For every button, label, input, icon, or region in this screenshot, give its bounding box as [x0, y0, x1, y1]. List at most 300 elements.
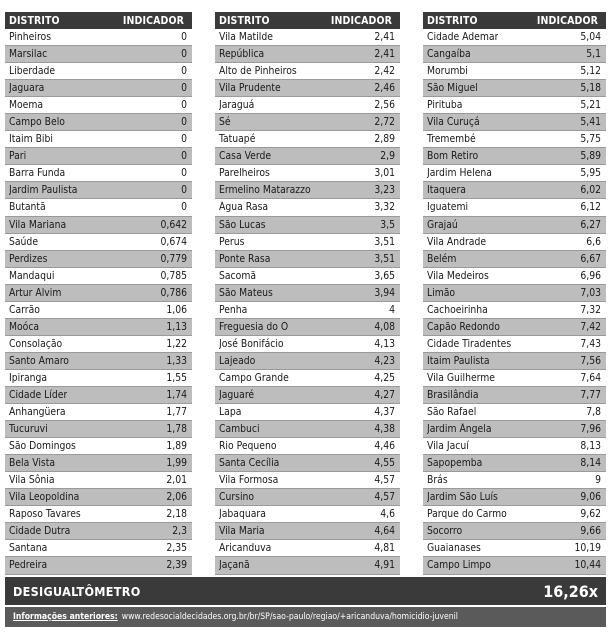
district-name: Mandaqui: [9, 269, 55, 282]
table-row: [423, 63, 606, 80]
district-name: Grajaú: [427, 218, 458, 231]
table-row: [423, 353, 606, 370]
indicator-value: 4,13: [374, 337, 395, 350]
district-name: São Rafael: [427, 406, 477, 419]
table-row: [423, 472, 606, 489]
district-name: Jardim Paulista: [9, 184, 78, 197]
table-row: [423, 285, 606, 302]
table-row: [5, 285, 192, 302]
footer-label: Informações anteriores:: [13, 612, 118, 622]
header-district: DISTRITO: [9, 14, 60, 27]
indicator-value: 0,674: [160, 235, 187, 248]
indicator-value: 3,65: [374, 269, 395, 282]
indicator-value: 5,95: [580, 167, 601, 180]
indicator-value: 2,3: [172, 525, 187, 538]
indicator-value: 4,57: [374, 491, 395, 504]
district-name: Cachoeirinha: [427, 303, 488, 316]
table-row: [215, 29, 400, 46]
district-name: José Bonifácio: [219, 337, 284, 350]
table-header: [5, 12, 192, 29]
indicator-value: 8,13: [580, 440, 601, 453]
header-district: DISTRITO: [219, 14, 270, 27]
indicator-value: 1,89: [166, 440, 187, 453]
table-row: [5, 251, 192, 268]
district-name: Cursino: [219, 491, 255, 504]
district-name: Parque do Carmo: [427, 508, 507, 521]
district-name: Morumbi: [427, 65, 468, 78]
indicator-value: 0: [181, 150, 187, 163]
table-row: [215, 353, 400, 370]
table-row: [215, 455, 400, 472]
indicator-value: 1,74: [166, 389, 187, 401]
table-row: [423, 131, 606, 148]
indicator-value: 2,41: [374, 48, 395, 61]
table-row: [215, 540, 400, 557]
summary-label: DESIGUALTÔMETRO: [13, 583, 141, 599]
district-name: Vila Maria: [219, 525, 265, 538]
district-name: Carrão: [9, 303, 40, 316]
indicator-value: 5,89: [580, 150, 601, 163]
table-header: [423, 12, 606, 29]
indicator-value: 2,35: [166, 542, 187, 555]
table-row: [5, 234, 192, 251]
header-indicator: INDICADOR: [122, 14, 184, 27]
indicator-value: 7,56: [580, 354, 601, 367]
district-name: Itaim Bibi: [9, 133, 53, 146]
table-row: [215, 148, 400, 165]
district-name: São Domingos: [9, 440, 76, 453]
table-row: [215, 251, 400, 268]
indicator-value: 9: [595, 474, 601, 487]
district-name: Pari: [9, 150, 27, 163]
indicator-value: 0: [181, 167, 187, 180]
table-row: [5, 182, 192, 199]
indicator-value: 7,32: [580, 303, 601, 316]
indicator-value: 9,66: [580, 525, 601, 538]
table-row: [423, 97, 606, 114]
district-name: Brasilândia: [427, 389, 479, 401]
district-name: Pinheiros: [9, 31, 52, 44]
table-row: [423, 404, 606, 421]
district-name: Saúde: [9, 235, 39, 248]
indicator-value: 0: [181, 116, 187, 129]
indicator-value: 4,38: [374, 423, 395, 436]
district-name: Bom Retiro: [427, 150, 479, 163]
table-row: [423, 506, 606, 523]
district-name: Campo Limpo: [427, 559, 491, 572]
district-name: Jaraguá: [219, 99, 255, 112]
table-row: [423, 114, 606, 131]
indicator-value: 5,04: [580, 31, 601, 44]
indicator-value: 6,02: [580, 184, 601, 197]
district-name: Ipiranga: [9, 371, 48, 384]
indicator-value: 1,55: [166, 371, 187, 384]
table-row: [5, 63, 192, 80]
table-row: [5, 336, 192, 353]
indicator-value: 2,42: [374, 65, 395, 78]
district-name: Sé: [219, 116, 231, 129]
district-name: Anhangüera: [9, 406, 66, 419]
indicator-value: 1,78: [166, 423, 187, 436]
district-name: Penha: [219, 303, 248, 316]
indicator-value: 0,779: [160, 252, 187, 265]
indicator-value: 4,25: [374, 371, 395, 384]
district-name: Cangaíba: [427, 48, 471, 61]
indicator-value: 7,03: [580, 286, 601, 299]
indicator-value: 5,41: [580, 116, 601, 129]
district-name: Cidade Líder: [9, 389, 68, 401]
district-name: Liberdade: [9, 65, 56, 78]
table-row: [5, 199, 192, 216]
indicator-value: 3,51: [374, 235, 395, 248]
district-name: Jardim São Luís: [427, 491, 498, 504]
district-name: Vila Curuçá: [427, 116, 480, 129]
district-name: Itaim Paulista: [427, 354, 490, 367]
district-name: Santo Amaro: [9, 354, 69, 367]
district-name: República: [219, 48, 265, 61]
district-name: Vila Sônia: [9, 474, 55, 487]
indicator-value: 7,43: [580, 337, 601, 350]
district-name: Jaçanã: [219, 559, 250, 572]
table-row: [5, 523, 192, 540]
district-name: Vila Matilde: [219, 31, 273, 44]
table-header: [215, 12, 400, 29]
table-row: [215, 302, 400, 319]
table-row: [5, 438, 192, 455]
table-row: [215, 438, 400, 455]
indicator-value: 3,94: [374, 286, 395, 299]
district-name: Cidade Tiradentes: [427, 337, 512, 350]
table-row: [423, 540, 606, 557]
district-name: Tatuapé: [219, 133, 256, 146]
table-row: [423, 336, 606, 353]
district-name: Artur Alvim: [9, 286, 62, 299]
table-row: [215, 285, 400, 302]
district-name: Santana: [9, 542, 48, 555]
district-name: Cidade Dutra: [9, 525, 71, 538]
inequality-summary-bar: [5, 577, 606, 605]
table-column-3: [423, 12, 606, 575]
indicator-value: 1,33: [166, 354, 187, 367]
indicator-value: 0,642: [160, 218, 187, 231]
district-name: Lajeado: [219, 354, 256, 367]
table-row: [5, 217, 192, 234]
indicator-value: 4,6: [380, 508, 395, 521]
table-row: [215, 370, 400, 387]
table-row: [423, 46, 606, 63]
indicator-value: 10,44: [574, 559, 601, 572]
indicator-value: 0: [181, 201, 187, 214]
table-row: [423, 370, 606, 387]
indicator-value: 0: [181, 31, 187, 44]
table-row: [5, 114, 192, 131]
table-row: [215, 46, 400, 63]
district-name: Vila Formosa: [219, 474, 279, 487]
table-row: [423, 251, 606, 268]
indicator-value: 0: [181, 48, 187, 61]
indicator-value: 4,46: [374, 440, 395, 453]
indicator-value: 6,12: [580, 201, 601, 214]
district-name: Rio Pequeno: [219, 440, 277, 453]
indicator-value: 3,5: [380, 218, 395, 231]
indicator-value: 2,72: [374, 116, 395, 129]
table-row: [5, 455, 192, 472]
footer-link[interactable]: www.redesocialdecidades.org.br/br/SP/sao-paulo/regiao/+aricanduva/homicidio-juvenil: [121, 612, 458, 622]
district-name: Moóca: [9, 320, 40, 333]
district-name: Parelheiros: [219, 167, 270, 180]
indicator-value: 6,96: [580, 269, 601, 282]
district-name: Freguesia do Ó: [219, 320, 289, 333]
indicator-value: 1,99: [166, 457, 187, 470]
table-row: [5, 557, 192, 574]
table-column-2: [215, 12, 400, 575]
table-row: [423, 421, 606, 438]
indicator-value: 2,89: [374, 133, 395, 146]
district-name: Ermelino Matarazzo: [219, 184, 311, 197]
table-row: [215, 472, 400, 489]
indicator-value: 4,64: [374, 525, 395, 538]
indicator-value: 0,785: [160, 269, 187, 282]
table-row: [423, 199, 606, 216]
indicator-value: 0: [181, 82, 187, 95]
district-tables: [0, 12, 610, 574]
district-name: Cidade Ademar: [427, 31, 499, 44]
indicator-value: 4: [389, 303, 395, 316]
table-row: [423, 387, 606, 404]
indicator-value: 1,06: [166, 303, 187, 316]
header-district: DISTRITO: [427, 14, 478, 27]
district-name: Brás: [427, 474, 448, 487]
table-row: [423, 319, 606, 336]
table-row: [5, 148, 192, 165]
table-row: [215, 404, 400, 421]
indicator-value: 0: [181, 133, 187, 146]
table-row: [215, 234, 400, 251]
district-name: Jaguara: [9, 82, 45, 95]
header-indicator: INDICADOR: [536, 14, 598, 27]
district-name: Campo Belo: [9, 116, 65, 129]
district-name: São Lucas: [219, 218, 266, 231]
indicator-value: 1,13: [166, 320, 187, 333]
table-row: [423, 80, 606, 97]
district-name: Tucuruvi: [9, 423, 48, 436]
district-name: São Mateus: [219, 286, 273, 299]
indicator-value: 5,18: [580, 82, 601, 95]
district-name: Consolação: [9, 337, 63, 350]
district-name: Campo Grande: [219, 371, 289, 384]
district-name: Aricanduva: [219, 542, 272, 555]
district-name: São Miguel: [427, 82, 478, 95]
district-name: Sapopemba: [427, 457, 483, 470]
indicator-value: 3,23: [374, 184, 395, 197]
table-row: [423, 182, 606, 199]
district-name: Água Rasa: [219, 201, 269, 214]
table-row: [215, 523, 400, 540]
indicator-value: 7,8: [586, 406, 601, 419]
district-name: Lapa: [219, 406, 242, 419]
indicator-value: 4,23: [374, 354, 395, 367]
district-name: Capão Redondo: [427, 320, 500, 333]
indicator-value: 2,56: [374, 99, 395, 112]
indicator-value: 2,06: [166, 491, 187, 504]
table-row: [5, 489, 192, 506]
table-row: [423, 557, 606, 574]
table-row: [215, 336, 400, 353]
table-row: [215, 387, 400, 404]
table-row: [215, 557, 400, 574]
table-row: [215, 489, 400, 506]
indicator-value: 3,32: [374, 201, 395, 214]
district-name: Sacomã: [219, 269, 257, 282]
district-name: Limão: [427, 286, 456, 299]
table-row: [5, 506, 192, 523]
district-name: Santa Cecília: [219, 457, 280, 470]
district-name: Moema: [9, 99, 44, 112]
district-name: Vila Andrade: [427, 235, 487, 248]
district-name: Itaquera: [427, 184, 466, 197]
table-row: [215, 421, 400, 438]
table-row: [215, 131, 400, 148]
district-name: Guaianases: [427, 542, 481, 555]
indicator-value: 3,51: [374, 252, 395, 265]
indicator-value: 0: [181, 99, 187, 112]
indicator-value: 2,41: [374, 31, 395, 44]
district-name: Perdizes: [9, 252, 48, 265]
indicator-value: 2,46: [374, 82, 395, 95]
indicator-value: 2,18: [166, 508, 187, 521]
table-row: [423, 217, 606, 234]
district-name: Jabaquara: [219, 508, 266, 521]
district-name: Jardim Ângela: [427, 423, 492, 436]
table-row: [215, 114, 400, 131]
indicator-value: 3,01: [374, 167, 395, 180]
table-row: [423, 438, 606, 455]
table-row: [215, 199, 400, 216]
table-column-1: [5, 12, 192, 575]
table-row: [423, 165, 606, 182]
indicator-value: 7,77: [580, 389, 601, 401]
indicator-value: 6,27: [580, 218, 601, 231]
table-row: [215, 63, 400, 80]
indicator-value: 7,64: [580, 371, 601, 384]
district-name: Pirituba: [427, 99, 463, 112]
indicator-value: 5,21: [580, 99, 601, 112]
indicator-value: 6,67: [580, 252, 601, 265]
district-name: Vila Mariana: [9, 218, 67, 231]
district-name: Perus: [219, 235, 245, 248]
indicator-value: 7,42: [580, 320, 601, 333]
table-row: [423, 234, 606, 251]
indicator-value: 0: [181, 65, 187, 78]
indicator-value: 2,01: [166, 474, 187, 487]
table-row: [5, 472, 192, 489]
district-name: Bela Vista: [9, 457, 56, 470]
indicator-value: 4,91: [374, 559, 395, 572]
table-row: [5, 421, 192, 438]
district-name: Ponte Rasa: [219, 252, 271, 265]
indicator-value: 8,14: [580, 457, 601, 470]
indicator-value: 4,55: [374, 457, 395, 470]
table-row: [215, 319, 400, 336]
district-name: Belém: [427, 252, 457, 265]
table-row: [423, 302, 606, 319]
district-name: Alto de Pinheiros: [219, 65, 297, 78]
indicator-value: 6,6: [586, 235, 601, 248]
table-row: [5, 319, 192, 336]
district-name: Vila Medeiros: [427, 269, 489, 282]
indicator-value: 4,08: [374, 320, 395, 333]
indicator-value: 4,27: [374, 389, 395, 401]
indicator-value: 4,37: [374, 406, 395, 419]
table-row: [5, 540, 192, 557]
table-row: [5, 302, 192, 319]
footer-source: [5, 607, 606, 627]
table-row: [5, 165, 192, 182]
district-name: Iguatemi: [427, 201, 469, 214]
district-name: Raposo Tavares: [9, 508, 81, 521]
district-name: Vila Prudente: [219, 82, 281, 95]
indicator-value: 9,06: [580, 491, 601, 504]
district-name: Marsilac: [9, 48, 48, 61]
table-row: [5, 80, 192, 97]
district-name: Casa Verde: [219, 150, 272, 163]
table-row: [215, 268, 400, 285]
indicator-value: 10,19: [574, 542, 601, 555]
table-row: [5, 29, 192, 46]
table-row: [5, 46, 192, 63]
indicator-value: 9,62: [580, 508, 601, 521]
table-row: [5, 353, 192, 370]
table-row: [423, 489, 606, 506]
indicator-value: 7,96: [580, 423, 601, 436]
indicator-value: 1,77: [166, 406, 187, 419]
indicator-value: 0,786: [160, 286, 187, 299]
summary-value: 16,26x: [543, 581, 598, 601]
indicator-value: 4,81: [374, 542, 395, 555]
table-row: [5, 97, 192, 114]
district-name: Tremembé: [427, 133, 476, 146]
district-name: Socorro: [427, 525, 463, 538]
indicator-value: 5,12: [580, 65, 601, 78]
district-name: Vila Guilherme: [427, 371, 496, 384]
table-row: [423, 455, 606, 472]
district-name: Barra Funda: [9, 167, 66, 180]
table-row: [215, 80, 400, 97]
indicator-value: 0: [181, 184, 187, 197]
table-row: [215, 217, 400, 234]
district-name: Pedreira: [9, 559, 48, 572]
table-row: [215, 165, 400, 182]
table-row: [215, 97, 400, 114]
table-row: [215, 182, 400, 199]
district-name: Cambuci: [219, 423, 260, 436]
indicator-value: 4,57: [374, 474, 395, 487]
district-name: Vila Jacuí: [427, 440, 469, 453]
district-name: Jardim Helena: [427, 167, 492, 180]
indicator-value: 1,22: [166, 337, 187, 350]
indicator-value: 2,39: [166, 559, 187, 572]
table-row: [423, 268, 606, 285]
table-row: [5, 387, 192, 404]
header-indicator: INDICADOR: [330, 14, 392, 27]
table-row: [5, 268, 192, 285]
table-row: [5, 370, 192, 387]
table-row: [5, 131, 192, 148]
indicator-value: 2,9: [380, 150, 395, 163]
table-row: [215, 506, 400, 523]
district-name: Vila Leopoldina: [9, 491, 80, 504]
table-row: [423, 523, 606, 540]
